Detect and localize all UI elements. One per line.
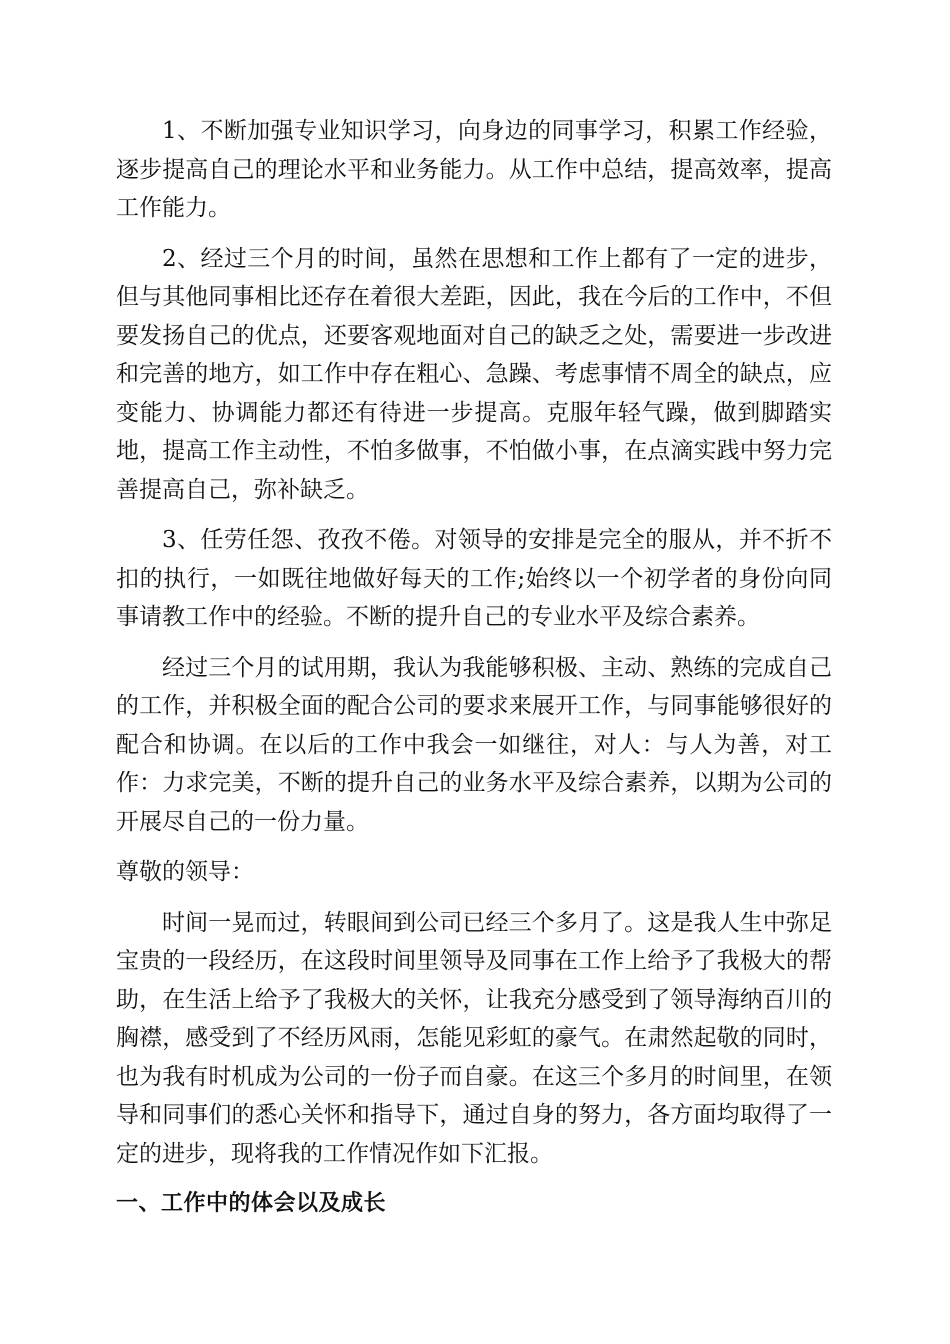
letter-opening-paragraph: 时间一晃而过，转眼间到公司已经三个多月了。这是我人生中弥足宝贵的一段经历，在这段时间里领导及同事在工作上给予了我极大的帮助，在生活上给予了我极大的关怀，让我充分感受到了领导海纳百川的胸襟，感受到了不经历风雨，怎能见彩虹的豪气。在肃然起敬的同时，也为我有时机成为公司的一份子而自豪。在这三个多月的时间里，在领导和同事们的悉心关怀和指导下，通过自身的努力，各方面均取得了一定的进步，现将我的工作情况作如下汇报。 — [116, 909, 832, 1167]
salutation: 尊敬的领导： — [116, 859, 254, 885]
paragraph-item-2: 2、经过三个月的时间，虽然在思想和工作上都有了一定的进步，但与其他同事相比还存在着很大差距，因此，我在今后的工作中，不但要发扬自己的优点，还要客观地面对自己的缺乏之处，需要进一步改进和完善的地方，如工作中存在粗心、急躁、考虑事情不周全的缺点，应变能力、协调能力都还有待进一步提高。克服年轻气躁，做到脚踏实地，提高工作主动性，不怕多做事，不怕做小事，在点滴实践中努力完善提高自己，弥补缺乏。 — [116, 245, 832, 503]
document-body — [116, 112, 832, 1224]
paragraph-item-1: 1、不断加强专业知识学习，向身边的同事学习，积累工作经验，逐步提高自己的理论水平和业务能力。从工作中总结，提高效率，提高工作能力。 — [116, 118, 832, 221]
paragraph-item-3: 3、任劳任怨、孜孜不倦。对领导的安排是完全的服从，并不折不扣的执行，一如既往地做好每天的工作;始终以一个初学者的身份向同事请教工作中的经验。不断的提升自己的专业水平及综合素养。 — [116, 527, 832, 630]
probation-summary-paragraph: 经过三个月的试用期，我认为我能够积极、主动、熟练的完成自己的工作，并积极全面的配合公司的要求来展开工作，与同事能够很好的配合和协调。在以后的工作中我会一如继往，对人：与人为善，对工作：力求完美，不断的提升自己的业务水平及综合素养，以期为公司的开展尽自己的一份力量。 — [116, 654, 832, 835]
section-heading: 一、工作中的体会以及成长 — [116, 1191, 387, 1216]
